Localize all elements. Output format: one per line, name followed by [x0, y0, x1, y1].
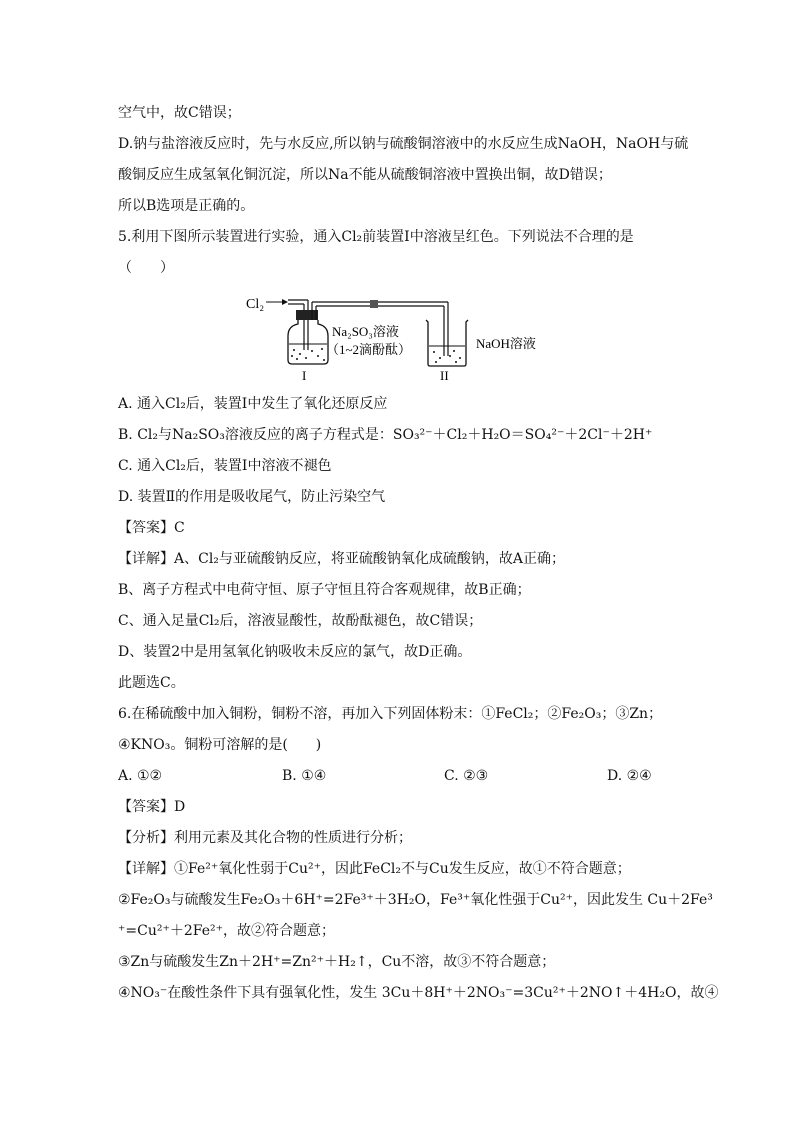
- stopper: [296, 310, 318, 320]
- text-line: 酸铜反应生成氢氧化铜沉淀，所以Na不能从硫酸铜溶液中置换出铜，故D错误；: [118, 167, 612, 183]
- bottle-label: Na₂SO₃溶液: [332, 324, 399, 339]
- beaker: [426, 320, 468, 366]
- q5-answer: 【答案】C: [118, 520, 185, 536]
- question-5-blank: （ ）: [118, 260, 174, 276]
- question-6-stem: ④KNO₃。铜粉可溶解的是( ): [118, 737, 322, 753]
- q5-explain-line: D、装置2中是用氢氧化钠吸收未反应的氯气，故D正确。: [118, 644, 472, 660]
- label-II: II: [440, 368, 449, 383]
- q6-option-d: D. ②④: [607, 768, 652, 784]
- question-6-stem: 6.在稀硫酸中加入铜粉，铜粉不溶，再加入下列固体粉末：①FeCl₂；②Fe₂O₃；③Zn；: [118, 706, 663, 722]
- q6-answer: 【答案】D: [118, 799, 186, 815]
- question-5-stem: 5.利用下图所示装置进行实验，通入Cl₂前装置Ⅰ中溶液呈红色。下列说法不合理的是: [118, 229, 634, 245]
- q6-explain-line: ③Zn与硫酸发生Zn＋2H⁺=Zn²⁺＋H₂↑，Cu不溶，故③不符合题意；: [118, 954, 556, 970]
- q6-analysis: 【分析】利用元素及其化合物的性质进行分析；: [118, 830, 412, 846]
- q5-option-d: D. 装置Ⅱ的作用是吸收尾气，防止污染空气: [118, 489, 386, 505]
- q6-option-a: A. ①②: [118, 768, 163, 784]
- beaker-label: NaOH溶液: [476, 336, 536, 351]
- q5-explain-line: 【详解】A、Cl₂与亚硫酸钠反应，将亚硫酸钠氧化成硫酸钠，故A正确；: [118, 551, 566, 567]
- bottle-label-note: （1~2滴酚酞）: [326, 342, 412, 357]
- q5-option-c: C. 通入Cl₂后，装置Ⅰ中溶液不褪色: [118, 458, 332, 474]
- arrow-head: [282, 299, 288, 305]
- tube-joint: [370, 300, 378, 308]
- q5-explain-line: C、通入足量Cl₂后，溶液显酸性，故酚酞褪色，故C错误；: [118, 613, 483, 629]
- q5-conclusion: 此题选C。: [118, 675, 185, 691]
- q5-explain-line: B、离子方程式中电荷守恒、原子守恒且符合客观规律，故B正确；: [118, 582, 531, 598]
- q5-option-a: A. 通入Cl₂后，装置Ⅰ中发生了氧化还原反应: [118, 396, 388, 412]
- q6-option-b: B. ①④: [282, 768, 327, 784]
- q5-option-b: B. Cl₂与Na₂SO₃溶液反应的离子方程式是：SO₃²⁻＋Cl₂＋H₂O＝SO₄²⁻＋2Cl⁻＋2H⁺: [118, 427, 653, 443]
- text-line: 所以B选项是正确的。: [118, 198, 255, 214]
- q6-explain-line: ⁺=Cu²⁺＋2Fe²⁺，故②符合题意；: [118, 923, 335, 939]
- cl2-label: Cl₂: [246, 297, 265, 312]
- q6-explain-line: 【详解】①Fe²⁺氧化性弱于Cu²⁺，因此FeCl₂不与Cu发生反应，故①不符合题意；: [118, 861, 631, 877]
- beaker-liquid-dots: [433, 350, 461, 363]
- apparatus-figure: [240, 288, 570, 388]
- q6-option-c: C. ②③: [444, 768, 489, 784]
- text-line: D.钠与盐溶液反应时，先与水反应,所以钠与硫酸铜溶液中的水反应生成NaOH，NaOH与硫: [118, 136, 689, 152]
- label-I: I: [302, 368, 307, 383]
- q6-explain-line: ②Fe₂O₃与硫酸发生Fe₂O₃＋6H⁺=2Fe³⁺＋3H₂O，Fe³⁺氧化性强于Cu²⁺，因此发生 Cu＋2Fe³: [118, 892, 713, 908]
- q6-explain-line: ④NO₃⁻在酸性条件下具有强氧化性，发生 3Cu＋8H⁺＋2NO₃⁻=3Cu²⁺＋2NO↑＋4H₂O，故④: [118, 985, 719, 1001]
- text-line: 空气中，故C错误；: [118, 105, 241, 121]
